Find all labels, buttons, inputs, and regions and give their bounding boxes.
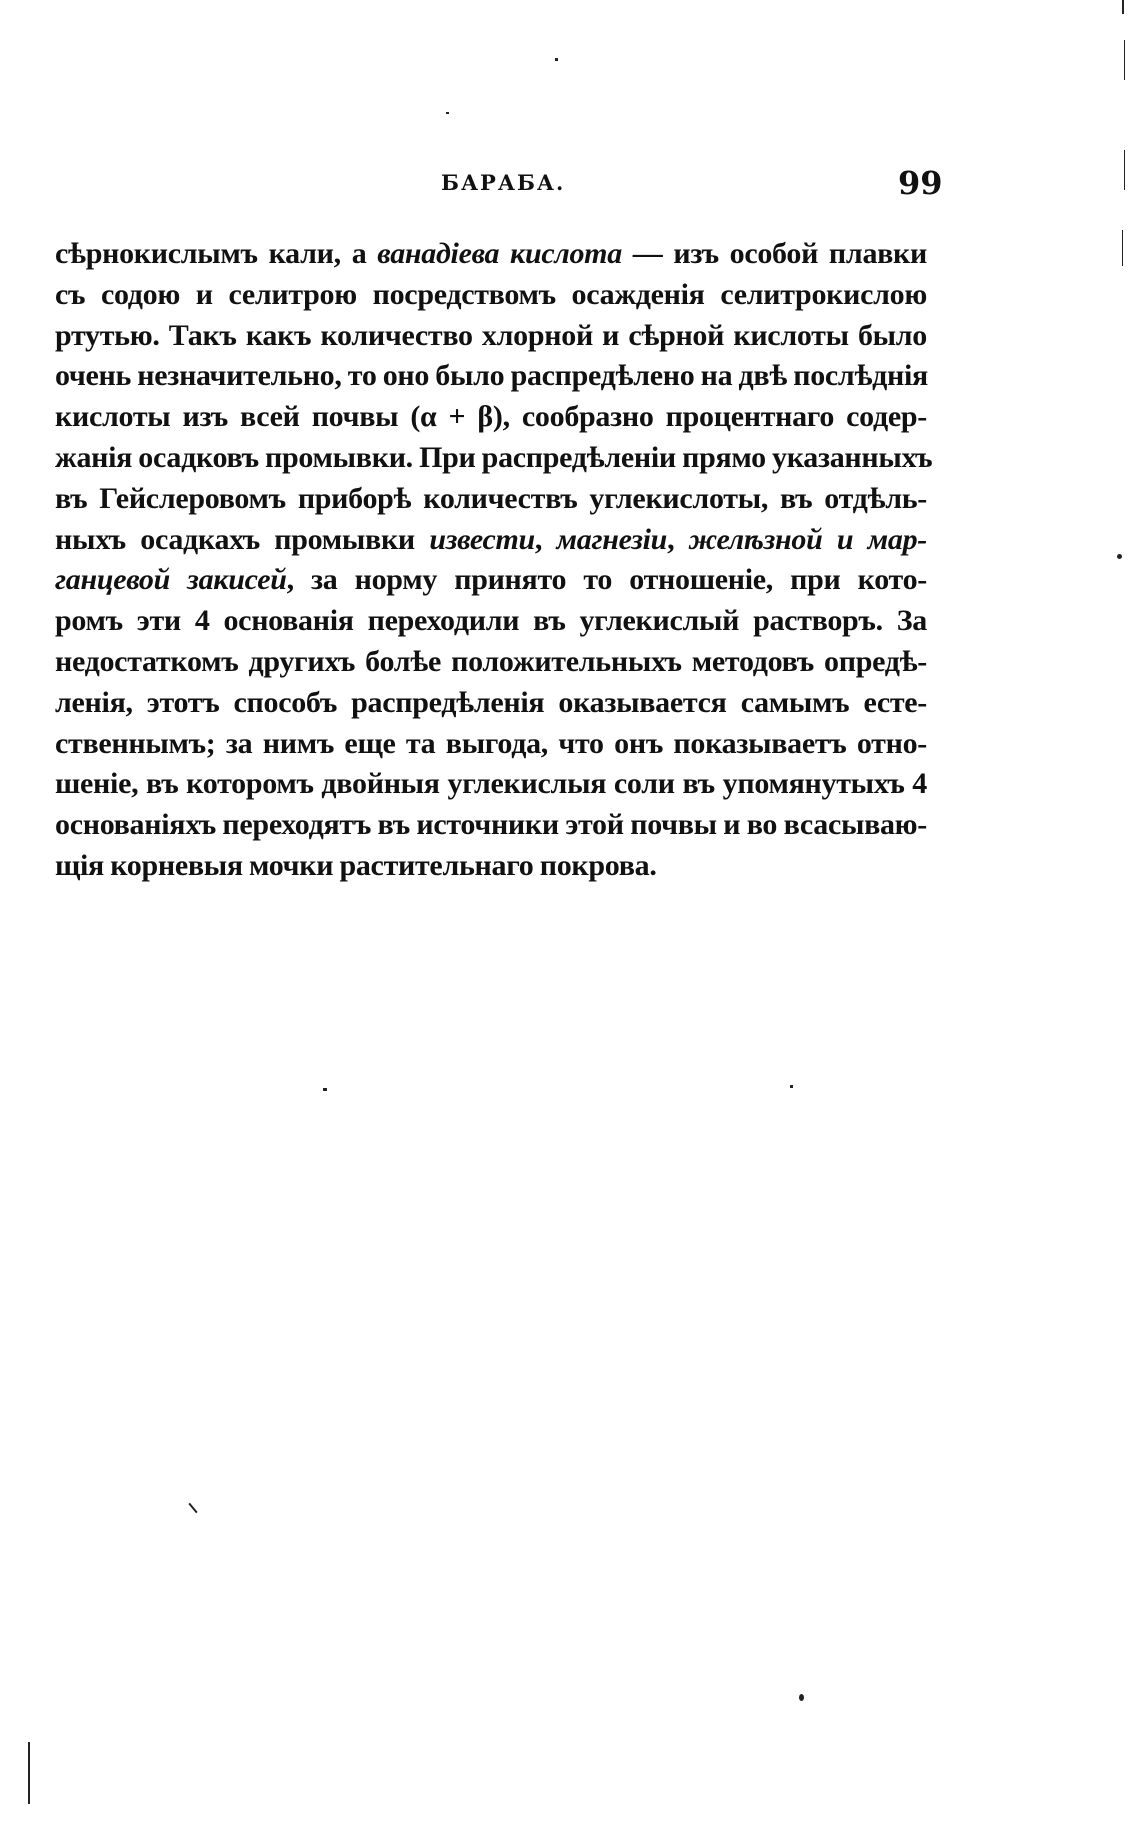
text-line xyxy=(55,846,927,887)
text-line xyxy=(55,764,927,805)
text-line xyxy=(55,438,933,479)
text-segment: недостаткомъ другихъ болѣе положительныхъ методовъ опредѣ- xyxy=(55,644,927,678)
text-line xyxy=(55,683,927,724)
italic-term: ванадіева кислота xyxy=(377,237,622,270)
italic-term: желѣзной и мар- xyxy=(688,522,927,556)
text-line xyxy=(55,520,927,561)
text-segment: ственнымъ; за нимъ еще та выгода, что онъ показываетъ отно- xyxy=(55,726,927,760)
scan-speck xyxy=(1124,150,1125,190)
text-segment: ртутью. Такъ какъ количество хлорной и сѣрной кислоты было xyxy=(55,318,927,352)
text-segment: , за норму принято то отношеніе, при кото- xyxy=(286,563,927,597)
text-segment: основаніяхъ переходятъ въ источники этой почвы и во всасываю- xyxy=(55,808,927,842)
page-number: 99 xyxy=(898,164,943,202)
text-line xyxy=(55,724,927,765)
text-segment: ныхъ осадкахъ промывки xyxy=(55,522,430,556)
italic-term: ганцевой закисей xyxy=(55,563,287,597)
text-segment: шеніе, въ которомъ двойныя углекислыя соли въ упомянутыхъ 4 xyxy=(55,767,927,801)
text-line xyxy=(55,560,927,601)
scan-speck xyxy=(1117,554,1122,559)
text-line xyxy=(55,234,927,275)
scan-speck xyxy=(323,1088,327,1091)
running-head: БАРАБА. xyxy=(441,170,566,195)
scan-speck xyxy=(1122,0,1124,14)
text-line xyxy=(55,397,927,438)
text-segment: ромъ эти 4 основанія переходили въ углекислый растворъ. За xyxy=(55,604,927,638)
scan-speck xyxy=(188,1503,197,1513)
text-line xyxy=(55,479,927,520)
text-line xyxy=(55,316,927,357)
scan-speck xyxy=(1122,230,1123,266)
text-line xyxy=(55,642,927,683)
text-segment: , xyxy=(667,522,689,556)
text-line xyxy=(55,275,927,316)
text-line xyxy=(55,356,927,397)
scan-speck xyxy=(790,1085,793,1088)
text-line xyxy=(55,805,927,846)
scan-speck xyxy=(799,1694,804,1701)
scan-speck xyxy=(446,112,449,114)
text-segment: въ Гейслеровомъ приборѣ количествъ углекислоты, въ отдѣль- xyxy=(55,481,927,515)
body-paragraph xyxy=(55,234,933,887)
text-segment: сѣрнокислымъ кали, а xyxy=(55,237,378,270)
text-segment: жанія осадковъ промывки. При распредѣленіи прямо указанныхъ xyxy=(55,440,933,474)
text-segment: очень незначительно, то оно было распредѣлено на двѣ послѣднія xyxy=(55,359,928,393)
text-segment: щія корневыя мочки растительнаго покрова. xyxy=(55,848,657,882)
text-line xyxy=(55,601,927,642)
scan-speck xyxy=(555,58,558,61)
text-segment: съ содою и селитрою посредствомъ осажденія селитрокислою xyxy=(55,277,927,311)
text-segment: кислоты изъ всей почвы (α + β), сообразно процентнаго содер- xyxy=(55,400,927,434)
scan-speck xyxy=(1124,40,1125,80)
text-segment: , xyxy=(534,522,557,556)
scan-speck xyxy=(28,1742,30,1804)
text-segment: — изъ особой плавки xyxy=(621,237,928,270)
text-segment: ленія, этотъ способъ распредѣленія оказывается самымъ есте- xyxy=(55,685,927,719)
italic-term: извести xyxy=(429,522,535,556)
italic-term: магнезіи xyxy=(556,522,668,556)
